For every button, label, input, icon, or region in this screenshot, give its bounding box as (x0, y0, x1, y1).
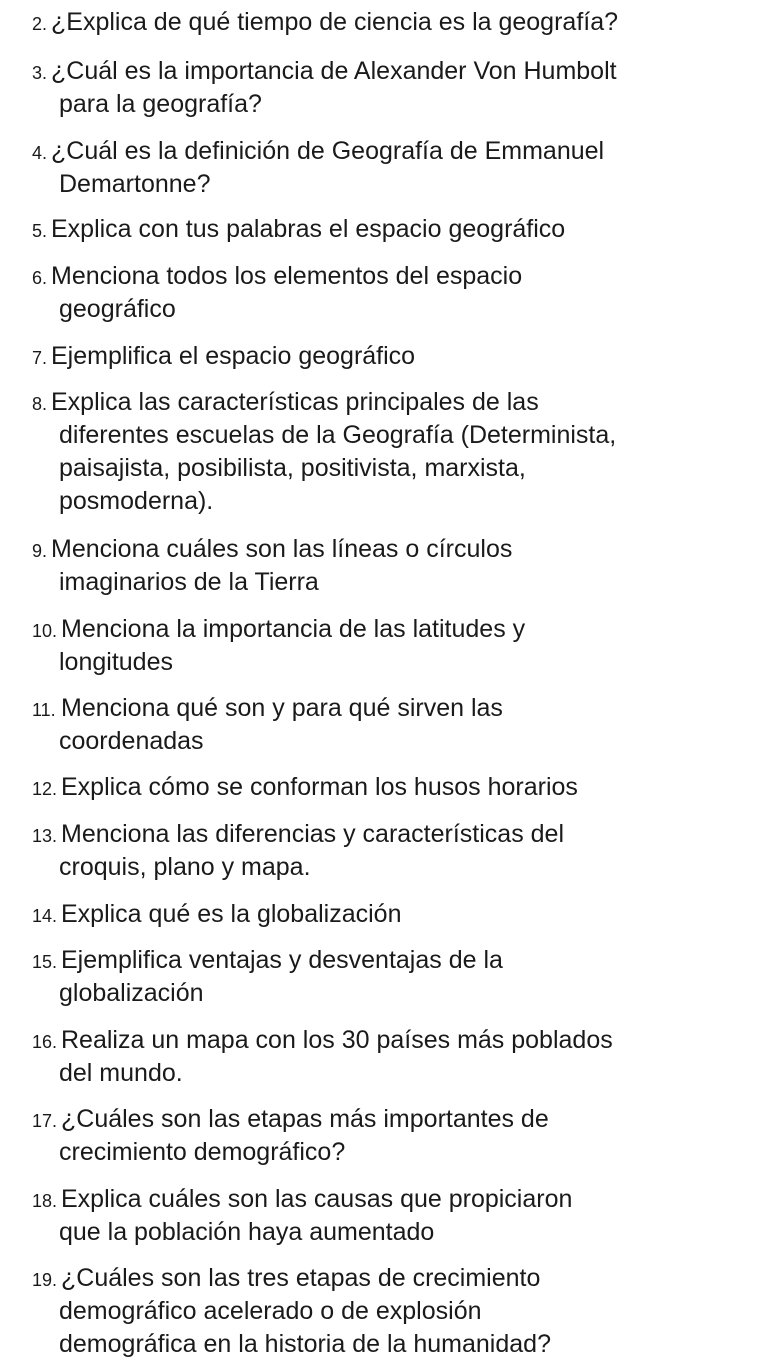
question-number: 5. (32, 221, 48, 241)
question-text-continuation: imaginarios de la Tierra (59, 568, 319, 596)
question-text: ¿Explica de qué tiempo de ciencia es la geografía? (51, 8, 619, 36)
question-number: 4. (32, 143, 48, 163)
question-text: Realiza un mapa con los 30 países más poblados (61, 1026, 613, 1054)
question-text: Menciona las diferencias y características del (61, 820, 565, 848)
question-text: Explica cómo se conforman los husos horarios (61, 773, 578, 801)
question-text: Explica con tus palabras el espacio geográfico (51, 215, 566, 243)
question-text-continuation: geográfico (59, 295, 176, 323)
question-text: Explica las características principales de las (51, 388, 539, 416)
question-text: Menciona cuáles son las líneas o círculos (51, 535, 513, 563)
question-text: Menciona qué son y para qué sirven las (61, 694, 503, 722)
question-number: 3. (32, 63, 48, 83)
question-text-continuation: para la geografía? (59, 90, 262, 118)
question-number: 17. (32, 1111, 58, 1131)
question-number: 7. (32, 348, 48, 368)
question-text-continuation: del mundo. (59, 1059, 183, 1087)
question-text: ¿Cuáles son las etapas más importantes de (61, 1105, 549, 1133)
question-text-continuation: demográfica en la historia de la humanidad? (59, 1330, 551, 1358)
question-text: Explica qué es la globalización (61, 900, 402, 928)
question-text: Ejemplifica el espacio geográfico (51, 342, 416, 370)
question-number: 2. (32, 14, 48, 34)
question-text: ¿Cuáles son las tres etapas de crecimiento (61, 1264, 541, 1292)
question-text: Explica cuáles son las causas que propiciaron (61, 1185, 573, 1213)
question-text: Menciona la importancia de las latitudes y (61, 615, 526, 643)
question-text: Ejemplifica ventajas y desventajas de la (61, 946, 503, 974)
question-text: ¿Cuál es la definición de Geografía de Emmanuel (51, 137, 605, 165)
question-number: 18. (32, 1191, 58, 1211)
question-text-continuation: croquis, plano y mapa. (59, 853, 311, 881)
question-number: 13. (32, 826, 58, 846)
question-text-continuation: posmoderna). (59, 487, 214, 515)
question-number: 8. (32, 394, 48, 414)
question-text-continuation: longitudes (59, 648, 173, 676)
question-number: 16. (32, 1032, 58, 1052)
question-text-continuation: Demartonne? (59, 170, 211, 198)
question-number: 6. (32, 268, 48, 288)
question-text-continuation: paisajista, posibilista, positivista, marxista, (59, 454, 526, 482)
question-text-continuation: demográfico acelerado o de explosión (59, 1297, 482, 1325)
question-text-continuation: crecimiento demográfico? (59, 1138, 346, 1166)
question-number: 15. (32, 952, 58, 972)
question-text-continuation: diferentes escuelas de la Geografía (Determinista, (59, 421, 617, 449)
question-number: 9. (32, 541, 48, 561)
question-number: 10. (32, 621, 58, 641)
question-number: 19. (32, 1270, 58, 1290)
question-text: Menciona todos los elementos del espacio (51, 262, 523, 290)
question-text-continuation: coordenadas (59, 727, 204, 755)
question-text: ¿Cuál es la importancia de Alexander Von Humbolt (51, 57, 617, 85)
question-text-continuation: globalización (59, 979, 204, 1007)
question-number: 11. (32, 700, 56, 720)
question-text-continuation: que la población haya aumentado (59, 1218, 435, 1246)
question-number: 12. (32, 779, 58, 799)
question-number: 14. (32, 906, 58, 926)
